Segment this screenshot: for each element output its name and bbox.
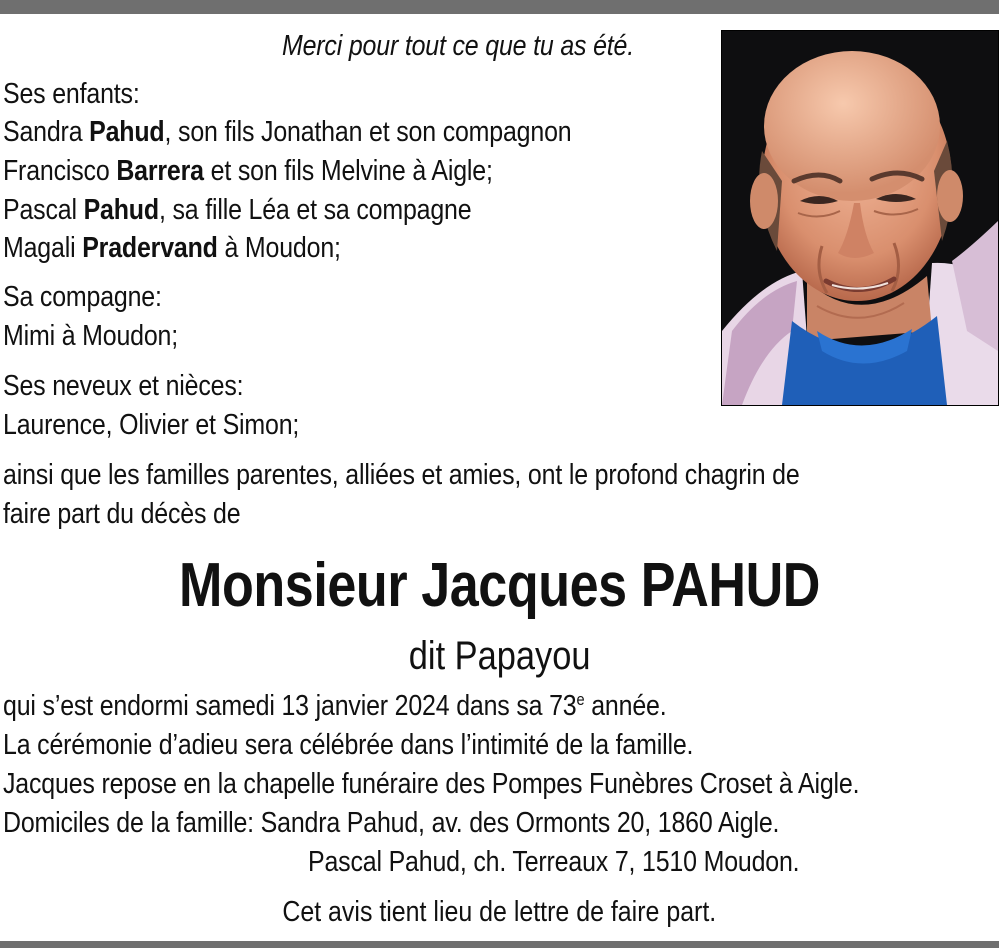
children-heading: Ses enfants: xyxy=(3,78,140,110)
portrait-illustration xyxy=(722,31,998,405)
partner-line: Mimi à Moudon; xyxy=(3,320,179,352)
portrait-photo xyxy=(721,30,999,406)
children-line-sandra: Sandra Pahud, son fils Jonathan et son compagnon xyxy=(3,116,572,148)
children-line-magali: Magali Pradervand à Moudon; xyxy=(3,232,341,264)
families-line-2: faire part du décès de xyxy=(3,498,241,530)
top-rule xyxy=(0,0,999,14)
deceased-name: Monsieur Jacques PAHUD xyxy=(179,551,820,620)
details-line-4: Domiciles de la famille: Sandra Pahud, av. des Ormonts 20, 1860 Aigle. xyxy=(3,807,780,839)
closing-note: Cet avis tient lieu de lettre de faire part. xyxy=(282,896,717,928)
families-line-1: ainsi que les familles parentes, alliées et amies, ont le profond chagrin de xyxy=(3,459,800,491)
details-line-3: Jacques repose en la chapelle funéraire des Pompes Funèbres Croset à Aigle. xyxy=(3,768,860,800)
motto: Merci pour tout ce que tu as été. xyxy=(282,30,635,62)
bottom-rule xyxy=(0,941,999,948)
details-line-1: qui s’est endormi samedi 13 janvier 2024 dans sa 73e année. xyxy=(3,690,667,722)
partner-heading: Sa compagne: xyxy=(3,281,162,313)
children-line-pascal: Pascal Pahud, sa fille Léa et sa compagne xyxy=(3,194,472,226)
children-line-francisco: Francisco Barrera et son fils Melvine à Aigle; xyxy=(3,155,493,187)
deceased-nickname: dit Papayou xyxy=(408,634,591,678)
nephews-heading: Ses neveux et nièces: xyxy=(3,370,244,402)
details-line-5: Pascal Pahud, ch. Terreaux 7, 1510 Moudon. xyxy=(308,846,800,878)
details-line-2: La cérémonie d’adieu sera célébrée dans l’intimité de la famille. xyxy=(3,729,694,761)
nephews-line: Laurence, Olivier et Simon; xyxy=(3,409,300,441)
